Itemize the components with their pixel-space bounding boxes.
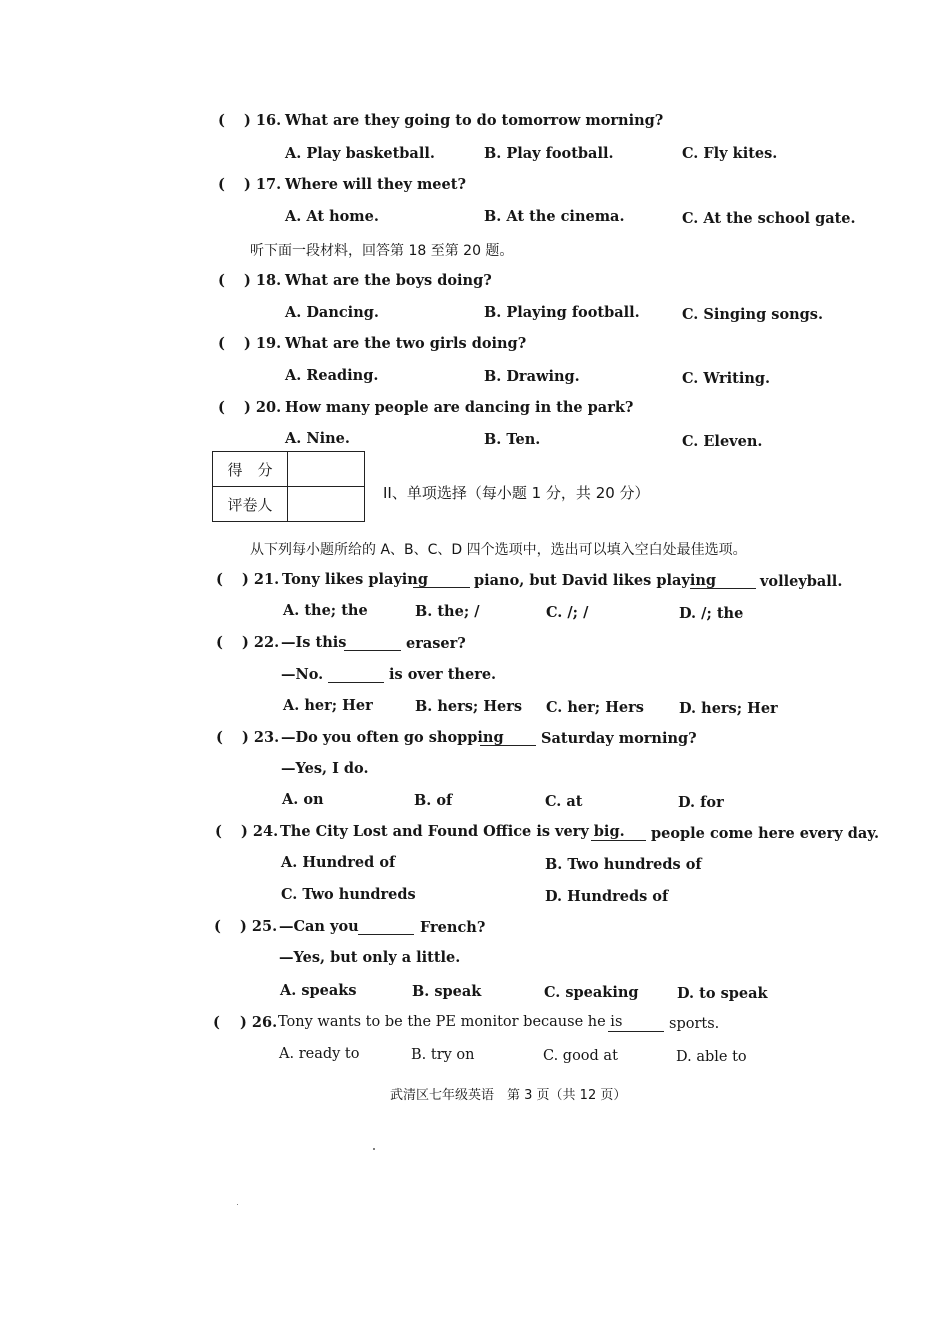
option-c: C. Eleven. (682, 433, 763, 450)
question-line2-part1: —No. (281, 666, 324, 683)
score-label: 得 分 (213, 452, 288, 487)
answer-blank[interactable] (358, 922, 414, 935)
option-d: D. hers; Her (679, 700, 778, 717)
option-b: B. speak (412, 983, 482, 1000)
question-text-part2: piano, but David likes playing (474, 572, 717, 589)
option-d: D. to speak (677, 985, 768, 1002)
question-number: ) 17. (244, 176, 282, 193)
question-number: ) 26. (240, 1014, 278, 1031)
question-line1-part2: Saturday morning? (541, 730, 697, 747)
option-c: C. Writing. (682, 370, 771, 387)
option-b: B. of (414, 792, 453, 809)
question-number: ) 18. (244, 272, 282, 289)
question-line2: —Yes, but only a little. (279, 949, 461, 966)
option-c: C. /; / (546, 604, 589, 621)
question-text: What are the two girls doing? (285, 335, 527, 352)
option-d: D. Hundreds of (545, 888, 669, 905)
scan-speck (237, 1204, 238, 1205)
scan-speck (373, 1148, 375, 1150)
option-b: B. the; / (415, 603, 480, 620)
option-a: A. ready to (279, 1046, 360, 1062)
question-line1-part2: eraser? (406, 635, 466, 652)
option-a: A. the; the (283, 602, 368, 619)
option-c: C. at (545, 793, 583, 810)
option-c: C. Fly kites. (682, 145, 778, 162)
answer-blank[interactable] (328, 670, 384, 683)
question-line2: —Yes, I do. (281, 760, 369, 777)
question-number: ) 24. (241, 823, 279, 840)
question-text: Where will they meet? (285, 176, 466, 193)
option-b: B. Playing football. (484, 304, 640, 321)
answer-blank[interactable] (480, 733, 536, 746)
answer-blank[interactable] (608, 1019, 664, 1032)
question-line1-part1: —Can you (279, 918, 359, 935)
option-d: D. for (678, 794, 724, 811)
question-number: ) 16. (244, 112, 282, 129)
option-b: B. At the cinema. (484, 208, 625, 225)
option-c: C. speaking (544, 984, 639, 1001)
score-box (212, 451, 365, 522)
answer-paren: ( (218, 335, 225, 352)
question-text-part2: people come here every day. (651, 825, 880, 842)
question-line1-part1: —Is this (281, 634, 347, 651)
answer-paren: ( (214, 918, 221, 935)
answer-paren: ( (216, 729, 223, 746)
question-line2-part2: is over there. (389, 666, 497, 683)
option-a: A. At home. (285, 208, 379, 225)
option-a: A. on (282, 791, 324, 808)
answer-blank[interactable] (344, 638, 401, 651)
question-text-part1: Tony likes playing (282, 571, 428, 588)
option-a: A. Play basketball. (285, 145, 435, 162)
option-b: B. Two hundreds of (545, 856, 702, 873)
option-a: A. Dancing. (285, 304, 379, 321)
option-c: C. At the school gate. (682, 210, 856, 227)
answer-paren: ( (215, 823, 222, 840)
answer-paren: ( (218, 176, 225, 193)
option-b: B. Drawing. (484, 368, 580, 385)
question-text-part1: Tony wants to be the PE monitor because he is (278, 1014, 623, 1030)
question-number: ) 25. (240, 918, 278, 935)
option-b: B. Play football. (484, 145, 614, 162)
option-b: B. hers; Hers (415, 698, 523, 715)
question-text: How many people are dancing in the park? (285, 399, 634, 416)
option-c: C. Two hundreds (281, 886, 416, 903)
answer-paren: ( (218, 112, 225, 129)
option-a: A. speaks (280, 982, 357, 999)
answer-paren: ( (216, 571, 223, 588)
answer-blank[interactable] (690, 576, 756, 589)
option-c: C. Singing songs. (682, 306, 824, 323)
question-line1-part1: —Do you often go shopping (281, 729, 504, 746)
listening-instruction: 听下面一段材料，回答第 18 至第 20 题。 (250, 243, 514, 259)
answer-paren: ( (216, 634, 223, 651)
answer-paren: ( (213, 1014, 220, 1031)
option-a: A. Nine. (285, 430, 350, 447)
question-number: ) 20. (244, 399, 282, 416)
question-line1-part2: French? (420, 919, 486, 936)
option-c: C. her; Hers (546, 699, 644, 716)
option-b: B. Ten. (484, 431, 541, 448)
question-number: ) 21. (242, 571, 280, 588)
question-text-part2: sports. (669, 1016, 720, 1032)
section-instruction: 从下列每小题所给的 A、B、C、D 四个选项中，选出可以填入空白处最佳选项。 (250, 542, 747, 558)
option-a: A. Reading. (285, 367, 379, 384)
option-d: D. /; the (679, 605, 744, 622)
answer-paren: ( (218, 399, 225, 416)
option-a: A. her; Her (283, 697, 373, 714)
answer-blank[interactable] (591, 828, 646, 841)
answer-paren: ( (218, 272, 225, 289)
option-b: B. try on (411, 1047, 475, 1063)
option-a: A. Hundred of (281, 854, 396, 871)
question-text: What are they going to do tomorrow morning? (285, 112, 664, 129)
question-text: What are the boys doing? (285, 272, 492, 289)
section-title: II、单项选择（每小题 1 分，共 20 分） (383, 484, 650, 502)
question-number: ) 19. (244, 335, 282, 352)
grader-label: 评卷人 (213, 487, 288, 522)
question-number: ) 22. (242, 634, 280, 651)
grader-cell[interactable] (288, 487, 365, 522)
score-cell[interactable] (288, 452, 365, 487)
question-text-part1: The City Lost and Found Office is very big. (280, 823, 625, 840)
option-c: C. good at (543, 1048, 618, 1064)
answer-blank[interactable] (413, 575, 470, 588)
option-d: D. able to (676, 1049, 747, 1065)
question-text-part3: volleyball. (760, 573, 843, 590)
question-number: ) 23. (242, 729, 280, 746)
page-footer: 武清区七年级英语 第 3 页（共 12 页） (390, 1088, 627, 1103)
